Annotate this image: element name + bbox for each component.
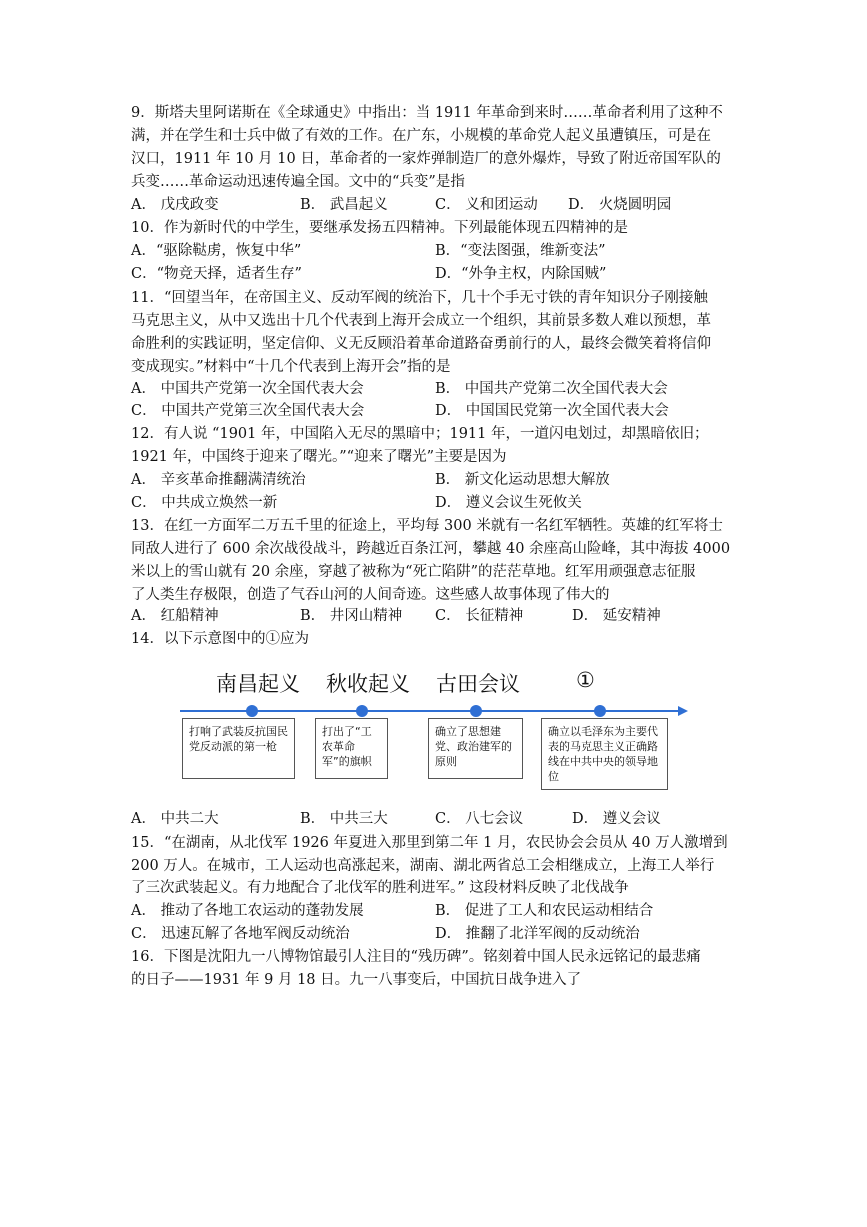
q13-option-d: D． 延安精神 bbox=[572, 608, 661, 624]
q15-line: 15．“在湖南，从北伐军 1926 年夏进入那里到第二年 1 月，农民协会会员从 40 万人激增到 bbox=[131, 835, 728, 851]
q13-option-a: A． 红船精神 bbox=[131, 608, 219, 624]
q15-line: 200 万人。在城市，工人运动也高涨起来，湖南、湖北两省总工会相继成立，上海工人举行 bbox=[131, 858, 715, 874]
q12-line: 1921 年，中国终于迎来了曙光。”“迎来了曙光”主要是因为 bbox=[131, 449, 507, 465]
q16-line: 16．下图是沈阳九一八博物馆最引人注目的“残历碑”。铭刻着中国人民永远铭记的最悲痛 bbox=[131, 949, 701, 965]
q13-line: 同敌人进行了 600 余次战役战斗，跨越近百条江河，攀越 40 余座高山险峰，其中海拔 4000 bbox=[131, 541, 731, 557]
timeline-label-blank: ① bbox=[576, 668, 595, 692]
timeline-label-gutian: 古田会议 bbox=[436, 672, 520, 696]
q10-option-c: C．“物竞天择，适者生存” bbox=[131, 266, 302, 282]
q11-option-a: A． 中国共产党第一次全国代表大会 bbox=[131, 381, 364, 397]
timeline-box-1: 打响了武装反抗国民党反动派的第一枪 bbox=[182, 718, 295, 779]
q9-option-b: B． 武昌起义 bbox=[300, 197, 388, 213]
q11-line: 命胜利的实践证明，坚定信仰、义无反顾沿着革命道路奋勇前行的人，最终会微笑着将信仰 bbox=[131, 336, 711, 352]
q14-option-a: A． 中共二大 bbox=[131, 811, 219, 827]
q11-line: 11．“回望当年，在帝国主义、反动军阀的统治下，几十个手无寸铁的青年知识分子刚接触 bbox=[131, 290, 708, 306]
q15-option-a: A． 推动了各地工农运动的蓬勃发展 bbox=[131, 903, 364, 919]
timeline-box-4: 确立以毛泽东为主要代表的马克思主义正确路线在中共中央的领导地位 bbox=[541, 718, 668, 790]
q11-option-d: D． 中国国民党第一次全国代表大会 bbox=[435, 403, 669, 419]
q9-line: 满，并在学生和士兵中做了有效的工作。在广东，小规模的革命党人起义虽遭镇压，可是在 bbox=[131, 128, 711, 144]
q11-line: 马克思主义，从中又选出十几个代表到上海开会成立一个组织，其前景多数人难以预想，革 bbox=[131, 313, 711, 329]
q12-option-a: A． 辛亥革命推翻满清统治 bbox=[131, 472, 306, 488]
q9-line: 9．斯塔夫里阿诺斯在《全球通史》中指出：当 1911 年革命到来时……革命者利用了这种不 bbox=[131, 105, 723, 121]
q14-option-b: B． 中共三大 bbox=[300, 811, 388, 827]
timeline-diagram bbox=[170, 668, 690, 788]
q9-option-a: A． 戊戌政变 bbox=[131, 197, 219, 213]
q13-line: 13．在红一方面军二万五千里的征途上，平均每 300 米就有一名红军牺牲。英雄的红军将士 bbox=[131, 518, 723, 534]
q14-line: 14．以下示意图中的①应为 bbox=[131, 631, 309, 647]
timeline-box-2: 打出了“工农革命军”的旗帜 bbox=[315, 718, 388, 779]
q13-option-b: B． 井冈山精神 bbox=[300, 608, 403, 624]
timeline-dot bbox=[470, 705, 482, 717]
q9-line: 汉口，1911 年 10 月 10 日，革命者的一家炸弹制造厂的意外爆炸，导致了附近帝国军队的 bbox=[131, 151, 721, 167]
q11-option-b: B． 中国共产党第二次全国代表大会 bbox=[435, 381, 668, 397]
q13-line: 米以上的雪山就有 20 余座，穿越了被称为“死亡陷阱”的茫茫草地。红军用顽强意志征服 bbox=[131, 564, 696, 580]
q15-line: 了三次武装起义。有力地配合了北伐军的胜利进军。” 这段材料反映了北伐战争 bbox=[131, 880, 629, 896]
timeline-box-3: 确立了思想建党、政治建军的原则 bbox=[428, 718, 523, 779]
q9-option-d: D． 火烧圆明园 bbox=[568, 197, 672, 213]
q15-option-b: B． 促进了工人和农民运动相结合 bbox=[435, 903, 654, 919]
q12-option-c: C． 中共成立焕然一新 bbox=[131, 495, 278, 511]
q12-line: 12．有人说 “1901 年，中国陷入无尽的黑暗中；1911 年，一道闪电划过，却黑暗依旧； bbox=[131, 426, 709, 442]
q11-option-c: C． 中国共产党第三次全国代表大会 bbox=[131, 403, 365, 419]
timeline-label-nanchang: 南昌起义 bbox=[216, 672, 300, 696]
q15-option-c: C． 迅速瓦解了各地军阀反动统治 bbox=[131, 926, 350, 942]
q12-option-d: D． 遵义会议生死攸关 bbox=[435, 495, 582, 511]
q13-option-c: C． 长征精神 bbox=[435, 608, 524, 624]
q15-option-d: D． 推翻了北洋军阀的反动统治 bbox=[435, 926, 640, 942]
timeline-dot bbox=[594, 705, 606, 717]
q13-line: 了人类生存极限，创造了气吞山河的人间奇迹。这些感人故事体现了伟大的 bbox=[131, 587, 610, 603]
q16-line: 的日子——1931 年 9 月 18 日。九一八事变后，中国抗日战争进入了 bbox=[131, 972, 582, 988]
q12-option-b: B． 新文化运动思想大解放 bbox=[435, 472, 610, 488]
q9-option-c: C． 义和团运动 bbox=[435, 197, 538, 213]
q10-option-a: A．“驱除鞑虏，恢复中华” bbox=[131, 243, 302, 259]
q10-option-d: D．“外争主权，内除国贼” bbox=[435, 266, 607, 282]
q14-option-c: C． 八七会议 bbox=[435, 811, 524, 827]
timeline-dot bbox=[356, 705, 368, 717]
q9-line: 兵变……革命运动迅速传遍全国。文中的“兵变”是指 bbox=[131, 174, 465, 190]
timeline-dot bbox=[246, 705, 258, 717]
q10-option-b: B．“变法图强，维新变法” bbox=[435, 243, 606, 259]
arrow-right-icon bbox=[678, 706, 688, 716]
q14-option-d: D． 遵义会议 bbox=[572, 811, 661, 827]
timeline-label-qiushou: 秋收起义 bbox=[326, 672, 410, 696]
q11-line: 变成现实。”材料中“十几个代表到上海开会”指的是 bbox=[131, 359, 451, 375]
q10-line: 10．作为新时代的中学生，要继承发扬五四精神。下列最能体现五四精神的是 bbox=[131, 220, 628, 236]
